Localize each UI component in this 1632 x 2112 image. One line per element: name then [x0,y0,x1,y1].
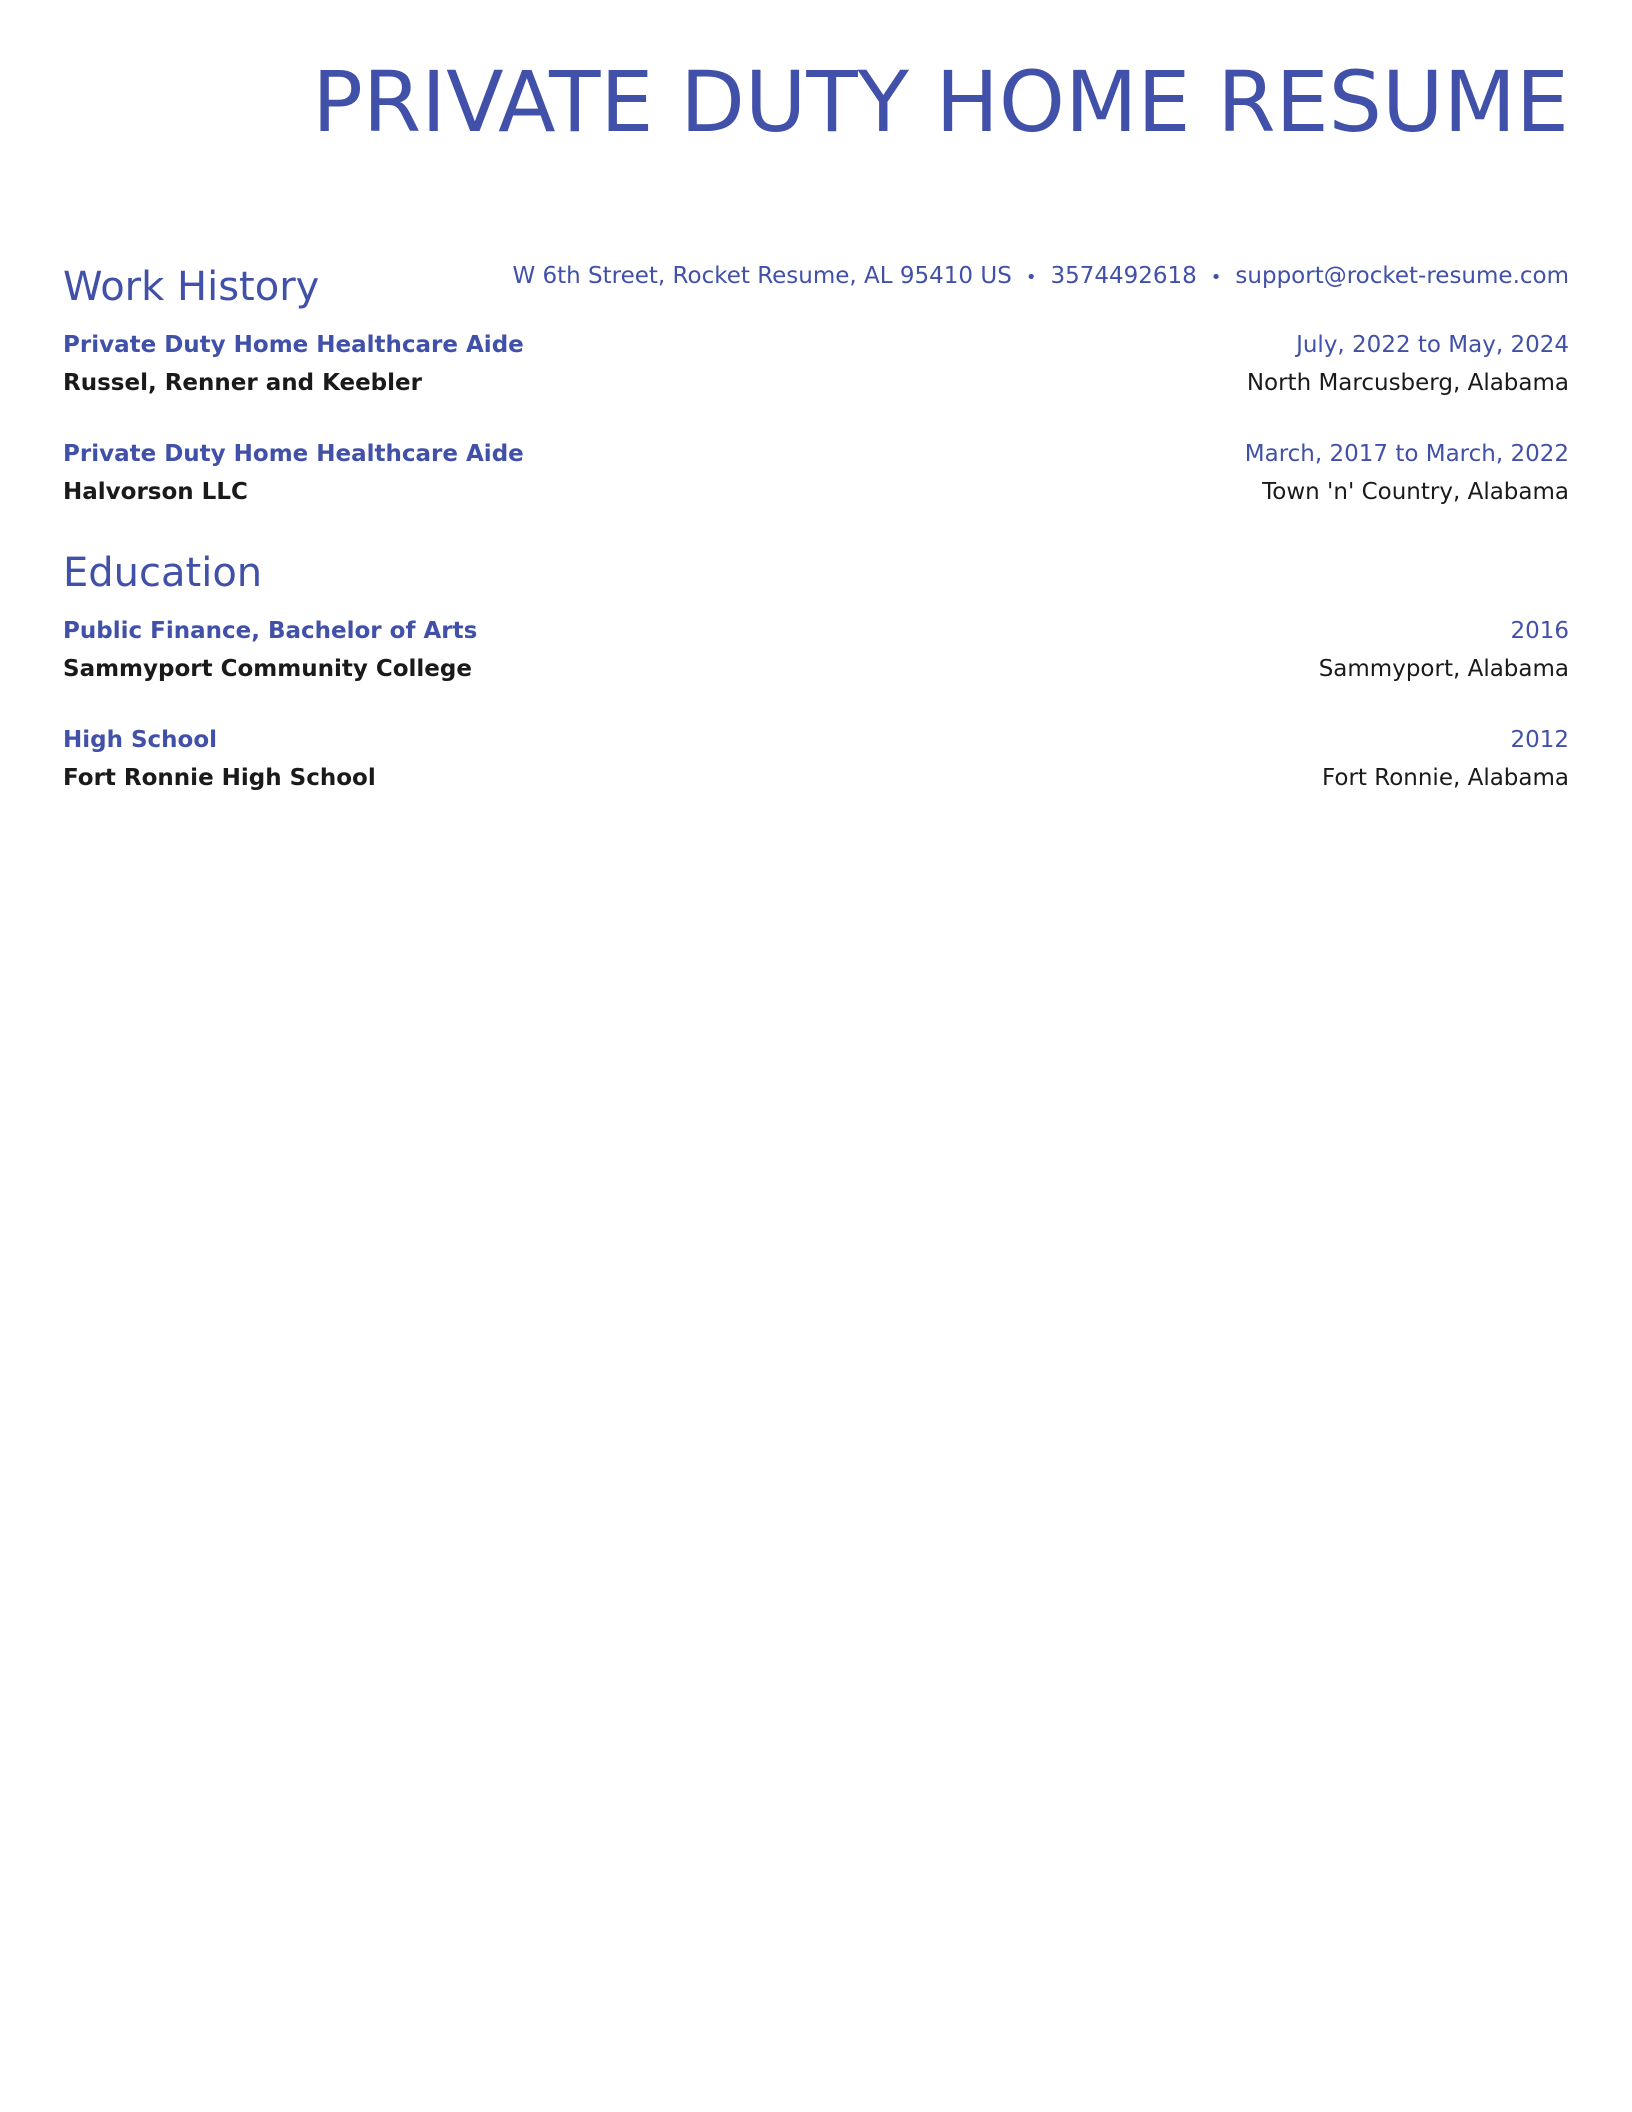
education-entry [63,727,1569,807]
contact-separator: • [1210,267,1222,288]
work-entry [63,332,1569,412]
job-location: Town 'n' Country, Alabama [1262,479,1569,505]
education-entry [63,618,1569,698]
degree-title: Public Finance, Bachelor of Arts [63,618,478,644]
employer-name: Russel, Renner and Keebler [63,370,422,396]
institution-location: Fort Ronnie, Alabama [1321,765,1569,791]
graduation-year: 2012 [1510,727,1569,753]
job-dates: March, 2017 to March, 2022 [1244,441,1569,467]
degree-title: High School [63,727,218,753]
employer-name: Halvorson LLC [63,479,248,505]
institution-name: Sammyport Community College [63,656,472,682]
job-location: North Marcusberg, Alabama [1246,370,1569,396]
contact-separator: • [1025,267,1037,288]
contact-email: support@rocket-resume.com [1235,263,1569,289]
contact-phone: 3574492618 [1050,263,1197,289]
job-title: Private Duty Home Healthcare Aide [63,332,524,358]
contact-address: W 6th Street, Rocket Resume, AL 95410 US [512,263,1012,289]
resume-title: PRIVATE DUTY HOME RESUME [312,53,1569,151]
job-dates: July, 2022 to May, 2024 [1296,332,1569,358]
work-history-heading: Work History [63,264,320,310]
work-entry [63,441,1569,521]
job-title: Private Duty Home Healthcare Aide [63,441,524,467]
contact-info [512,180,1569,294]
graduation-year: 2016 [1510,618,1569,644]
education-heading: Education [63,550,263,596]
institution-location: Sammyport, Alabama [1318,656,1569,682]
institution-name: Fort Ronnie High School [63,765,376,791]
